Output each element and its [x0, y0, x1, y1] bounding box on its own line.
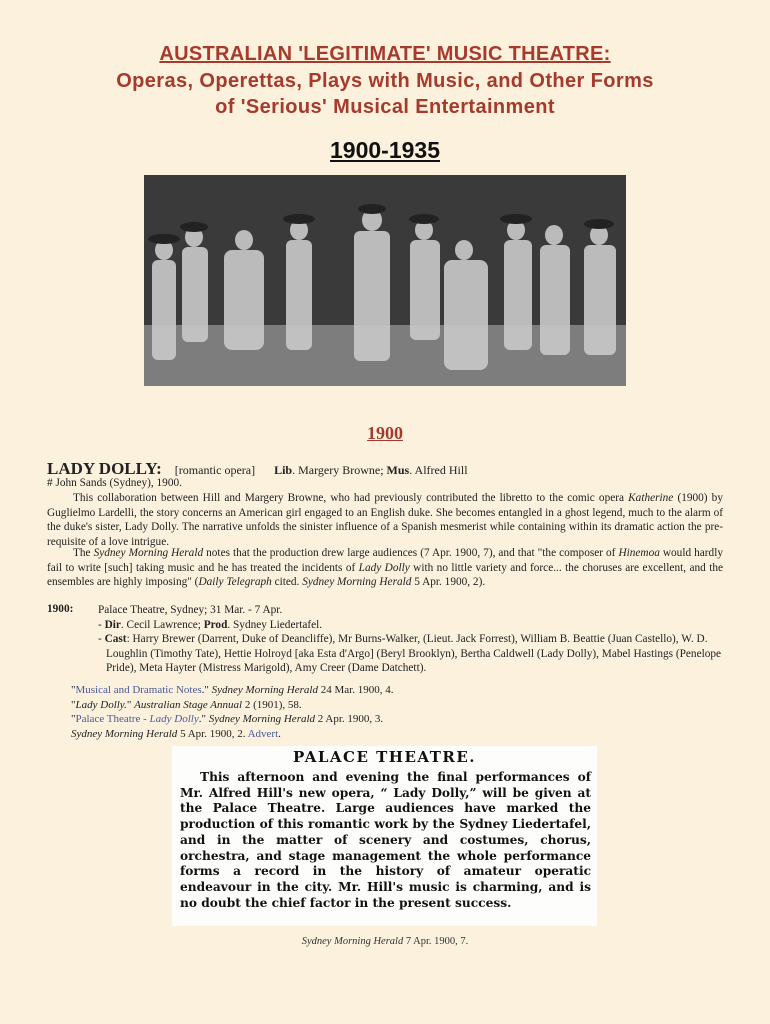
reference-item: "Palace Theatre - Lady Dolly." Sydney Morning Herald 2 Apr. 1900, 3.	[71, 713, 384, 725]
production-details	[98, 603, 723, 676]
lib-label: Lib	[274, 463, 293, 477]
clipping-heading: PALACE THEATRE.	[293, 748, 476, 766]
page-subtitle-line1: Operas, Operettas, Plays with Music, and Other Forms	[116, 70, 654, 92]
show-title: LADY DOLLY:	[47, 459, 162, 478]
clipping-body: This afternoon and evening the final performances of Mr. Alfred Hill's new opera, “ Lady Dolly,” will be given at the Palace Theatre. Large audiences have marked the production of this romantic work by the Sydney Liedertafel, and in the matter of scenery and costumes, chorus, orchestra, and stage management the whole performance forms a record in the history of amateur operatic endeavour in the city. Mr. Hill's music is charming, and is no doubt the chief factor in the present success.	[180, 770, 591, 910]
reference-item: "Lady Dolly." Australian Stage Annual 2 (1901), 58.	[71, 698, 302, 711]
clipping-caption: Sydney Morning Herald 7 Apr. 1900, 7.	[301, 936, 469, 947]
page-title: AUSTRALIAN 'LEGITIMATE' MUSIC THEATRE:	[159, 43, 611, 65]
mus-label: Mus	[386, 463, 410, 477]
cast-photograph	[144, 175, 626, 386]
reference-item: "Musical and Dramatic Notes." Sydney Morning Herald 24 Mar. 1900, 4.	[71, 684, 394, 696]
production-year: 1900:	[47, 603, 74, 615]
references-list	[71, 683, 393, 741]
section-year-heading: 1900	[367, 423, 403, 443]
production-cast: - Cast: Harry Brewer (Darrent, Duke of Deancliffe), Mr Burns-Walker, (Lieut. Jack Forrest), William B. Beattie (Juan Castello), W. D. Loughlin (Timothy Tate), Hettie Holroyd [aka Esta d'Argo] (Beryl Brooklyn), Bertha Caldwell (Lady Dolly), Mabel Hastings (Penelope Pride), Meta Hayter (Mistress Marigold), Amy Creer (Dame Datchett).	[98, 633, 722, 674]
period-heading: 1900-1935	[330, 137, 440, 163]
description-paragraph: This collaboration between Hill and Margery Browne, who had previously contributed the libretto to the comic opera Katherine (1900) by Guglielmo Lardelli, the story concerns an American girl engaged to an English duke. She becomes entangled in a ghost legend, much to the alarm of the duke's sister, Lady Dolly. The narrative unfolds the sinister influence of a Spanish mesmerist while containing within its dramatic action the pre-requisite of a love intrigue.	[47, 492, 723, 548]
reference-link[interactable]: Palace Theatre - Lady Dolly	[75, 713, 199, 725]
reference-link[interactable]: Musical and Dramatic Notes	[75, 684, 202, 696]
advert-link[interactable]: Advert	[247, 727, 279, 740]
newspaper-clipping	[172, 746, 597, 926]
mus-value: . Alfred Hill	[409, 463, 468, 477]
reference-item: Sydney Morning Herald 5 Apr. 1900, 2. Advert.	[71, 727, 281, 740]
entry-heading	[47, 459, 468, 479]
review-paragraph: The Sydney Morning Herald notes that the production drew large audiences (7 Apr. 1900, 7), and that "the composer of Hinemoa would hardly fail to write [such] taking music and he has treated the incidents of Lady Dolly with no little variety and force... the choruses are excellent, and the ensembles are highly imposing" (Daily Telegraph cited. Sydney Morning Herald 5 Apr. 1900, 2).	[47, 547, 723, 588]
production-venue: Palace Theatre, Sydney; 31 Mar. - 7 Apr.	[98, 604, 283, 616]
page-subtitle-line2: of 'Serious' Musical Entertainment	[215, 96, 555, 118]
publisher-line: # John Sands (Sydney), 1900.	[47, 477, 182, 489]
production-director: - Dir. Cecil Lawrence; Prod. Sydney Liedertafel.	[98, 618, 323, 631]
show-genre: [romantic opera]	[174, 463, 256, 477]
lib-value: . Margery Browne;	[292, 463, 387, 477]
